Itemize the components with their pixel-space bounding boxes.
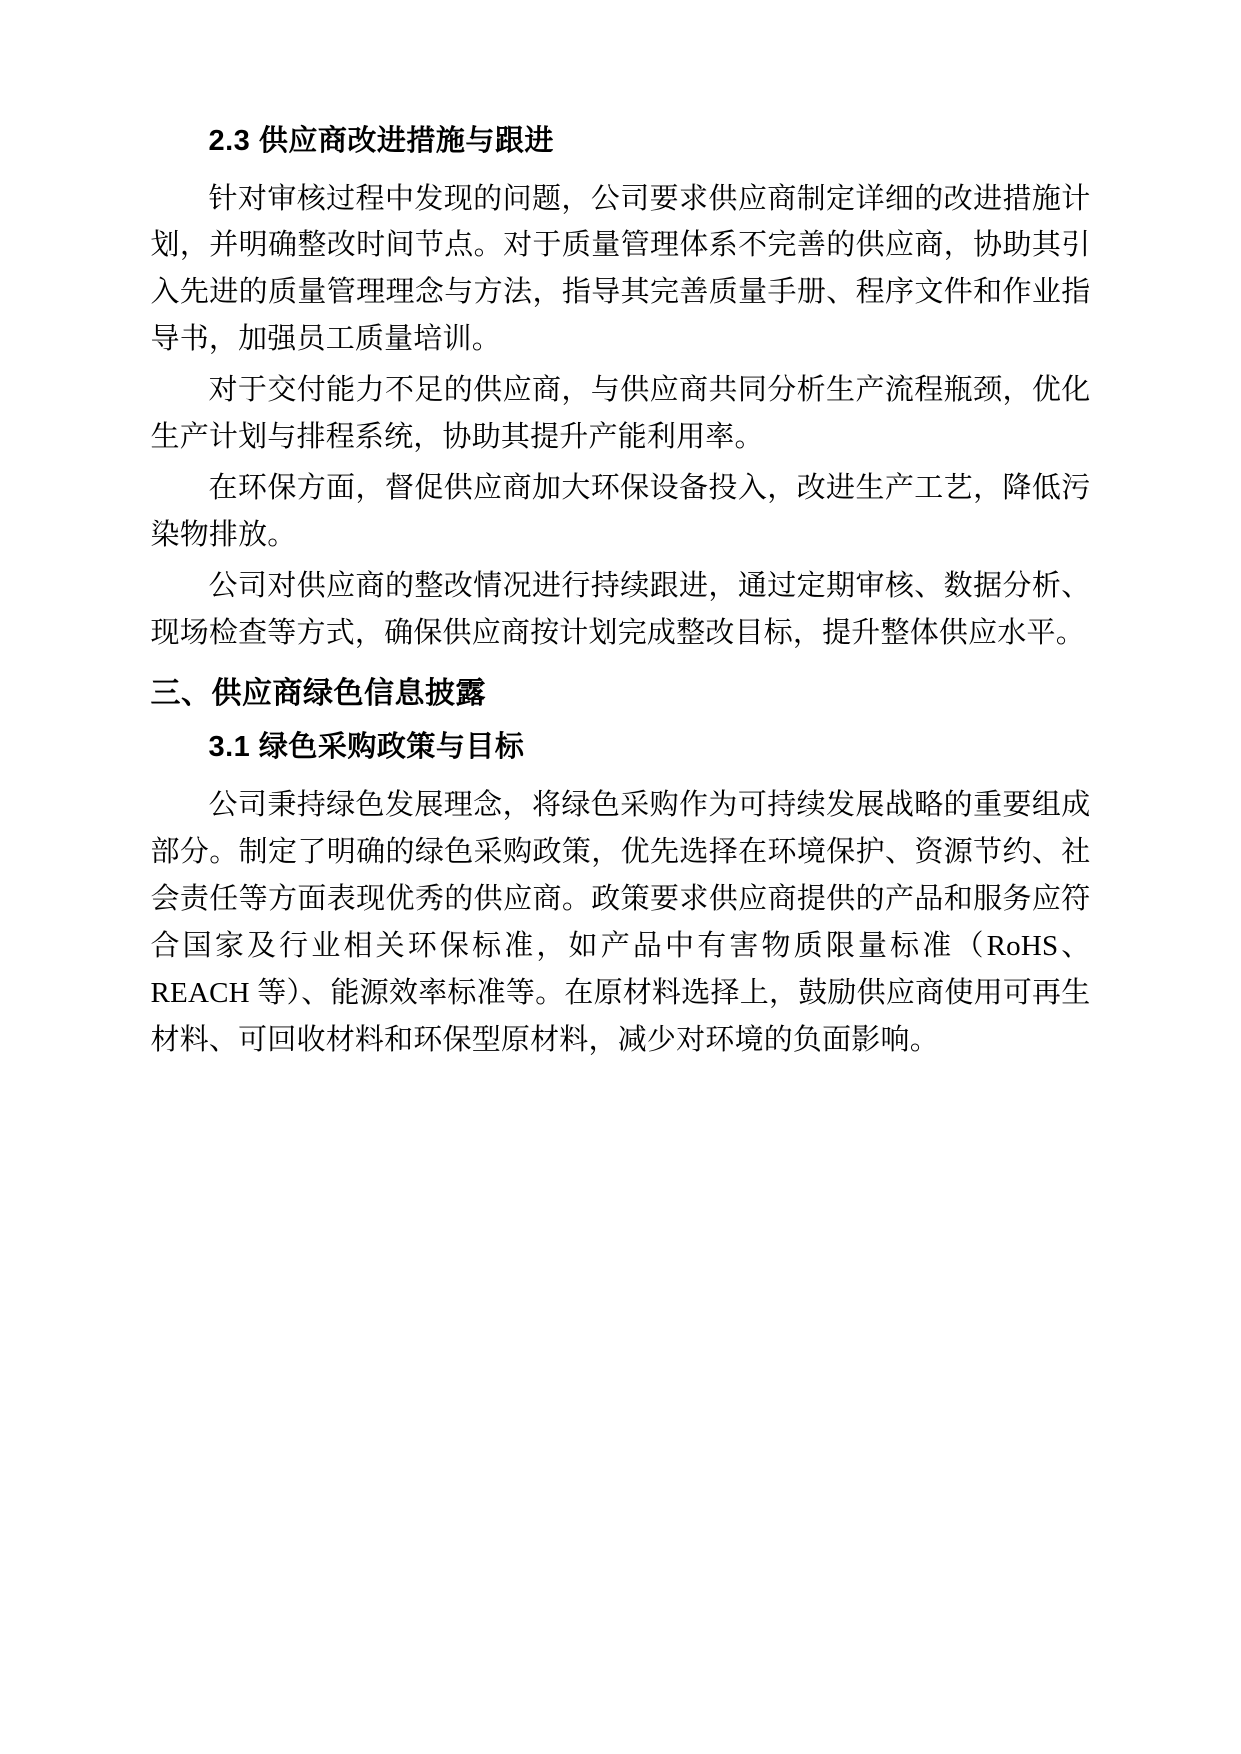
section-heading-2-3: 2.3 供应商改进措施与跟进	[208, 125, 554, 157]
paragraph-green-procurement-policy: 公司秉持绿色发展理念，将绿色采购作为可持续发展战略的重要组成部分。制定了明确的绿色采购政策，优先选择在环境保护、资源节约、社会责任等方面表现优秀的供应商。政策要求供应商提供的产品和服务应符合国家及行业相关环保标准，如产品中有害物质限量标准（RoHS、REACH 等）、能源效率标准等。在原材料选择上，鼓励供应商使用可再生材料、可回收材料和环保型原材料，减少对环境的负面影响。	[150, 788, 1091, 1056]
paragraph-environmental-protection: 在环保方面，督促供应商加大环保设备投入，改进生产工艺，降低污染物排放。	[150, 472, 1091, 552]
section-heading-3: 三、供应商绿色信息披露	[150, 677, 486, 711]
paragraph-improvement-plan: 针对审核过程中发现的问题，公司要求供应商制定详细的改进措施计划，并明确整改时间节点。对于质量管理体系不完善的供应商，协助其引入先进的质量管理理念与方法，指导其完善质量手册、程序文件和作业指导书，加强员工质量培训。	[150, 182, 1091, 356]
paragraph-delivery-capacity: 对于交付能力不足的供应商，与供应商共同分析生产流程瓶颈，优化生产计划与排程系统，协助其提升产能利用率。	[150, 374, 1091, 454]
document-body	[151, 120, 1091, 1064]
section-heading-3-1: 3.1 绿色采购政策与目标	[208, 731, 525, 764]
paragraph-followup-tracking: 公司对供应商的整改情况进行持续跟进，通过定期审核、数据分析、现场检查等方式，确保供应商按计划完成整改目标，提升整体供应水平。	[150, 570, 1091, 650]
